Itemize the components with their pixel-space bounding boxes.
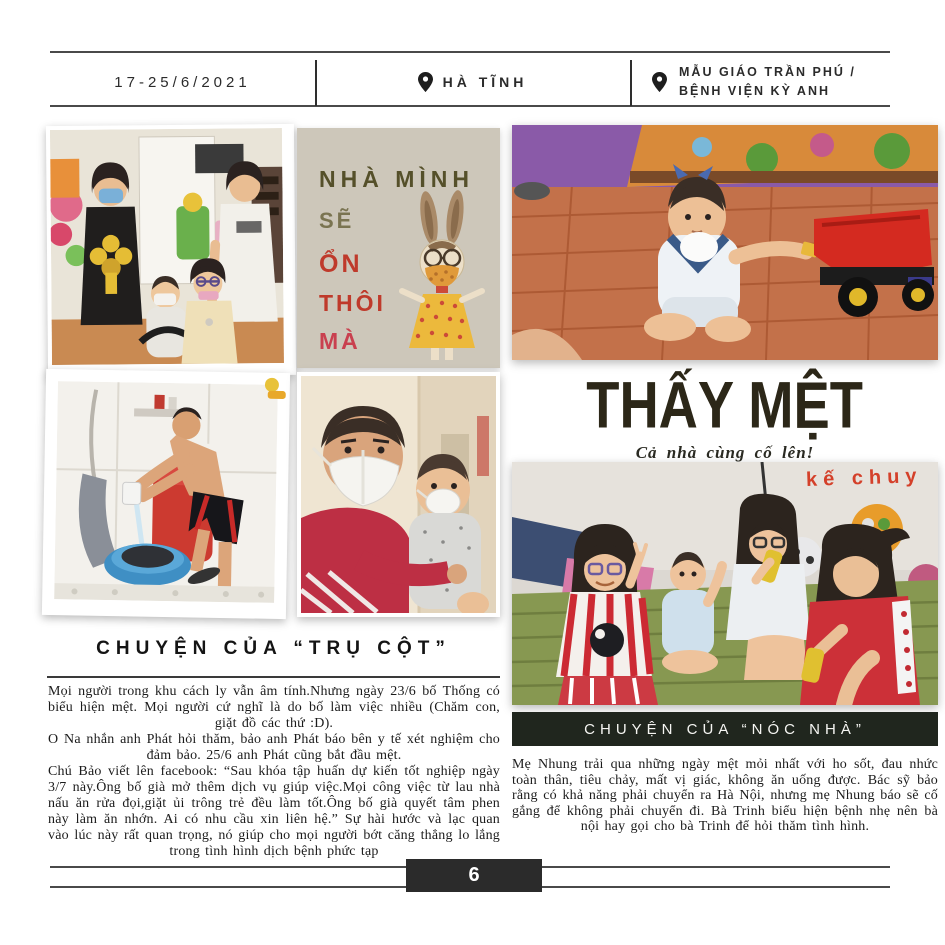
poster-line-2: SẼ xyxy=(319,208,355,233)
left-section-body xyxy=(48,684,500,860)
header-place-cell xyxy=(630,58,890,106)
header-location-cell xyxy=(315,58,630,106)
photo-laundry-man xyxy=(42,369,290,619)
section-heading-rule xyxy=(47,676,500,678)
section-heading-right: CHUYỆN CỦA “NÓC NHÀ” xyxy=(512,712,938,746)
poster-card xyxy=(297,128,500,368)
baby-truck-illustration xyxy=(512,125,938,360)
place-label xyxy=(679,63,856,102)
right-section-body xyxy=(512,757,938,835)
place-line-2: BỆNH VIỆN KỲ ANH xyxy=(679,84,830,98)
photo-baby-truck xyxy=(512,125,938,360)
location-label: HÀ TĨNH xyxy=(442,74,528,90)
headline xyxy=(512,366,938,442)
paragraph: Chú Bảo viết lên facebook: “Sau khóa tập huấn dự kiến tốt nghiệp ngày 3/7 này.Ông bố già mở thêm dịch vụ giúp việc.Mọi công việc từ lau nhà nấu ăn rửa đọi,giặt ủi trông trẻ đều làm tốt.Ông bố già quyết tâm phen này làm ăn nhớn. Ai có nhu cầu xin liên hệ.” Sự hài hước và lạc quan vào lúc này rất quan trọng, nó giúp cho mọi người bớt căng thẳng lo lắng trong tình hình dịch bệnh phức tạp xyxy=(48,764,500,859)
headline-subtitle: Cả nhà cùng cố lên! xyxy=(635,443,815,462)
header-date-cell xyxy=(50,58,315,106)
kids-on-mat-illustration xyxy=(512,462,938,705)
poster-line-5: MÀ xyxy=(319,328,361,354)
laundry-man-illustration xyxy=(54,381,278,603)
poster-line-1: NHÀ MÌNH xyxy=(319,166,474,192)
photo-classroom-kids xyxy=(46,124,296,377)
sticker-icon xyxy=(262,377,288,401)
photo-kids-on-mat xyxy=(512,462,938,705)
poster-line-4: THÔI xyxy=(319,290,386,316)
date-label: 17-25/6/2021 xyxy=(114,73,251,91)
page-number: 6 xyxy=(468,864,480,886)
map-pin-icon xyxy=(418,72,433,92)
poster-line-3: ỔN xyxy=(319,250,363,278)
story-corner-text: kế chuy xyxy=(805,464,923,492)
paragraph: O Na nhắn anh Phát hỏi thăm, bảo anh Phát báo bên y tế xét nghiệm cho đảm bảo. 25/6 anh Phát cũng bắt đầu mệt. xyxy=(48,732,500,763)
map-pin-icon xyxy=(652,72,667,92)
headline-title: THẤY MỆT xyxy=(586,367,864,442)
photo-father-baby-masks xyxy=(297,372,500,617)
header-rule-top xyxy=(50,51,890,53)
page-number-box xyxy=(406,859,542,892)
classroom-kids-illustration xyxy=(50,128,284,365)
father-baby-masks-illustration xyxy=(301,376,496,613)
paragraph: Mẹ Nhung trải qua những ngày mệt mỏi nhất với ho sốt, đau nhức toàn thân, tiêu chảy, mất vị giác, không ăn uống được. Bác sỹ bảo rằng có khả năng phải chuyển ra Hà Nội, nhưng mẹ Nhung báo sẽ cố gắng để không phải chuyển đi. Bà Trinh biểu hiện bệnh nhẹ nên bà nội hay gọi cho bà Trinh để hỏi thăm tình hình. xyxy=(512,757,938,834)
paragraph: Mọi người trong khu cách ly vẫn âm tính.Nhưng ngày 23/6 bố Thống có biểu hiện mệt. Mọi người cứ nghĩ là do bố làm việc nhiều (Chăm con, giặt đồ các thứ :D). xyxy=(48,684,500,731)
place-line-1: MẪU GIÁO TRẦN PHÚ / xyxy=(679,64,856,79)
bunny-mask-illustration xyxy=(392,188,492,360)
section-heading-left: CHUYỆN CỦA “TRỤ CỘT” xyxy=(96,638,451,659)
